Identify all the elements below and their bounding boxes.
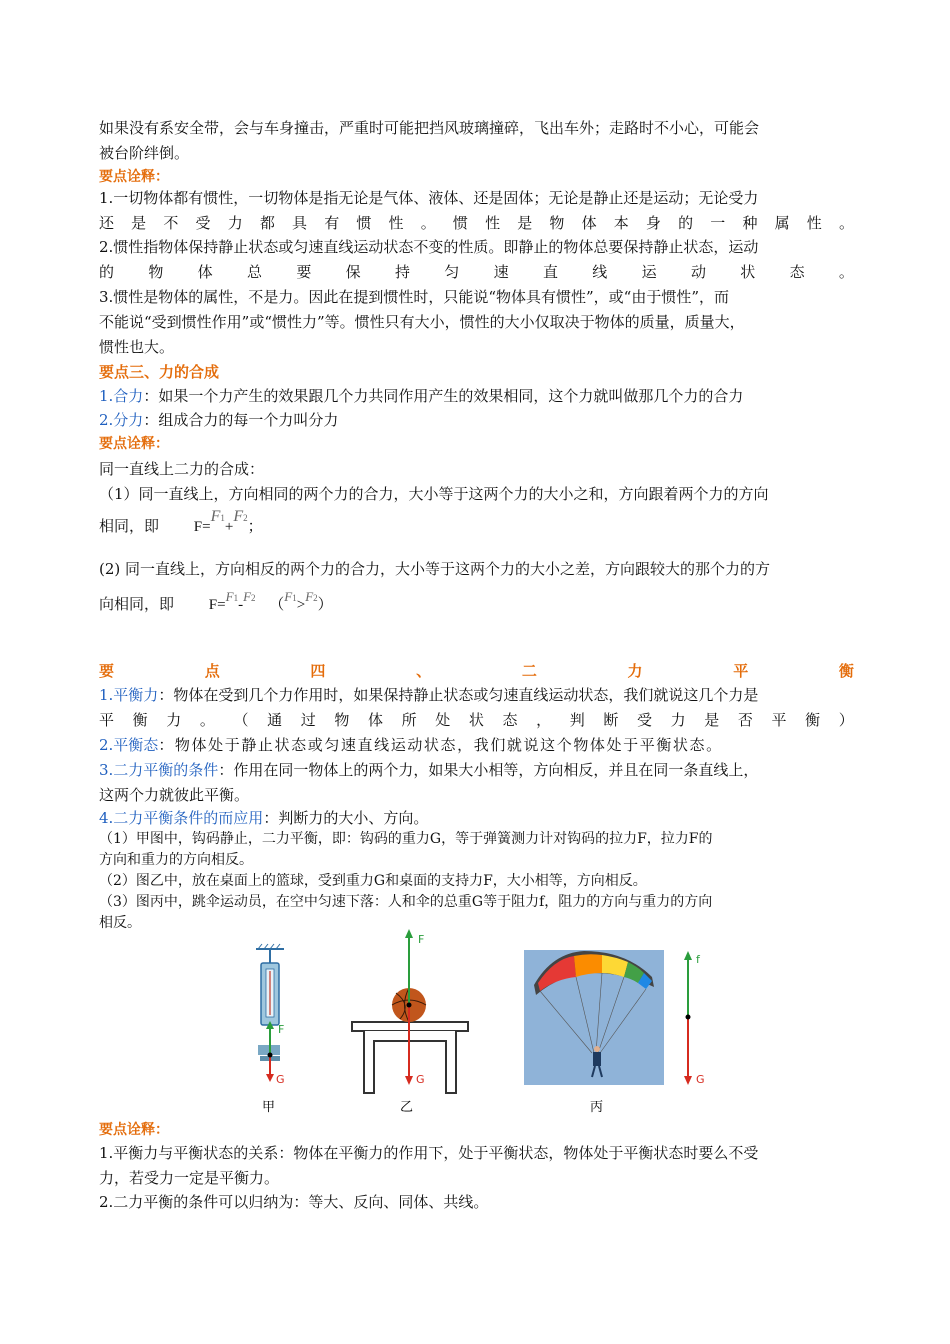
component-definition [99,410,338,430]
final-note-1b: 力，若受力一定是平衡力。 [99,1169,280,1187]
inertia-note-2b-text: 的 物 体 总 要 保 持 匀 速 直 线 运 动 状 态 。 [99,263,854,281]
note-heading-inertia: 要点诠释： [99,169,169,185]
balance-force-def [99,685,758,705]
diff-formula-minus: - [238,597,244,613]
jia-force-down: G [276,1073,285,1086]
inertia-note-2b [99,262,854,282]
example-1a: （1）甲图中，钩码静止，二力平衡，即：钩码的重力G，等于弹簧测力计对钩码的拉力F，拉力F的 [99,831,713,847]
figure-yi-basketball-table [352,929,468,1115]
balance-force-term: 1.平衡力 [99,686,159,704]
example-3a: （3）图丙中，跳伞运动员，在空中匀速下落：人和伞的总重G等于阻力f，阻力的方向与重力的方向 [99,894,713,910]
resultant-definition [99,386,743,406]
composition-case-1a: （1）同一直线上，方向相同的两个力的合力，大小等于这两个力的大小之和，方向跟着两个力的方向 [99,485,769,503]
yi-force-down: G [416,1073,425,1086]
balance-condition-text: ：作用在同一物体上的两个力，如果大小相等，方向相反，并且在同一条直线上， [218,761,759,779]
sum-formula: F=F1+F2； [193,508,263,535]
balance-condition-2: 这两个力就彼此平衡。 [99,786,250,804]
bing-force-down: G [696,1073,705,1086]
force-diagrams [240,925,720,1120]
intro-line-1: 如果没有系安全带，会与车身撞击，严重时可能把挡风玻璃撞碎，飞出车外；走路时不小心，可能会 [99,119,760,137]
balance-state-term: 2.平衡态 [99,736,159,754]
inertia-note-3a: 3.惯性是物体的属性，不是力。因此在提到惯性时，只能说“物体具有惯性”，或“由于惯性”，而 [99,288,729,306]
note-heading-composition: 要点诠释： [99,436,169,452]
sum-formula-prefix: F= [193,519,211,535]
example-1b: 方向和重力的方向相反。 [99,852,253,868]
balance-force-text: ：物体在受到几个力作用时，如果保持静止状态或匀速直线运动状态，我们就说这几个力是 [158,686,759,704]
resultant-def: ：如果一个力产生的效果跟几个力共同作用产生的效果相同，这个力就叫做那几个力的合力 [143,387,744,405]
resultant-term: 1.合力 [99,387,144,405]
note-heading-final: 要点诠释： [99,1122,169,1138]
balance-application [99,808,428,828]
component-def: ：组成合力的每一个力叫分力 [143,411,339,429]
inertia-note-3b: 不能说“受到惯性作用”或“惯性力”等。惯性只有大小，惯性的大小仅取决于物体的质量，质量大， [99,313,745,331]
intro-line-2: 被台阶绊倒。 [99,144,190,162]
diff-formula-gt: > [296,597,306,613]
sum-formula-f1: F [210,508,221,525]
bing-force-up: f [696,953,700,966]
diff-formula-f1: F [225,589,234,604]
example-2: （2）图乙中，放在桌面上的篮球，受到重力G和桌面的支持力F，大小相等，方向相反。 [99,873,647,889]
inertia-note-1b [99,213,854,233]
composition-case-2b [99,589,333,616]
figure-jia-spring-scale [256,944,285,1115]
sum-formula-f2: F [233,508,244,525]
inertia-note-1b-text: 还 是 不 受 力 都 具 有 惯 性 。 惯 性 是 物 体 本 身 的 一 种 属 性 。 [99,214,854,232]
balance-condition [99,760,758,780]
sum-formula-end: ； [247,519,263,535]
balance-application-term: 4.二力平衡条件的而应用 [99,809,264,827]
final-note-2: 2.二力平衡的条件可以归纳为：等大、反向、同体、共线。 [99,1193,489,1211]
balance-force-def-2-text: 平 衡 力 。 （ 通 过 物 体 所 处 状 态 ， 判 断 受 力 是 否 平 衡 ） [99,711,854,729]
diff-formula-prefix: F= [208,597,226,613]
balance-state-text: ：物体处于静止状态或匀速直线运动状态，我们就说这个物体处于平衡状态。 [158,736,723,754]
bing-caption: 丙 [590,1100,604,1115]
yi-force-up: F [418,933,425,946]
case-2b-text: 向相同，即 [99,595,175,613]
balance-application-text: ：判断力的大小、方向。 [263,809,429,827]
composition-intro: 同一直线上二力的合成： [99,460,265,478]
sum-formula-plus: + [224,519,234,535]
inertia-note-1a: 1.一切物体都有惯性，一切物体是指无论是气体、液体、还是固体；无论是静止还是运动；无论受力 [99,189,759,207]
inertia-note-3c: 惯性也大。 [99,338,175,356]
example-3b: 相反。 [99,915,141,931]
yi-caption: 乙 [400,1100,414,1115]
diff-formula-close: ） [317,597,333,613]
diff-formula-f2: F [243,589,252,604]
difference-formula: F=F1-F2 （F1>F2） [208,589,333,613]
figure-bing-parachute [524,950,705,1115]
diff-formula-f1b: F [284,589,293,604]
final-note-1a: 1.平衡力与平衡状态的关系：物体在平衡力的作用下，处于平衡状态，物体处于平衡状态时要么不受 [99,1144,759,1162]
composition-case-1b [99,508,263,538]
balance-condition-term: 3.二力平衡的条件 [99,761,219,779]
section-3-title: 要点三、力的合成 [99,363,220,381]
diff-formula-f2b: F [305,589,314,604]
diff-formula-open: （ [269,597,285,613]
case-1b-text: 相同，即 [99,517,160,535]
inertia-note-2a: 2.惯性指物体保持静止状态或匀速直线运动状态不变的性质。即静止的物体总要保持静止状态，运动 [99,238,759,256]
composition-case-2a: (2) 同一直线上，方向相反的两个力的合力，大小等于这两个力的大小之差，方向跟较大的那个力的方 [99,560,771,578]
jia-caption: 甲 [262,1100,276,1115]
jia-force-up: F [278,1023,285,1036]
balance-state-def [99,735,723,755]
component-term: 2.分力 [99,411,144,429]
section-4-title [99,661,854,681]
balance-force-def-2 [99,710,854,730]
section-4-title-text: 要 点 四 、 二 力 平 衡 [99,662,854,680]
